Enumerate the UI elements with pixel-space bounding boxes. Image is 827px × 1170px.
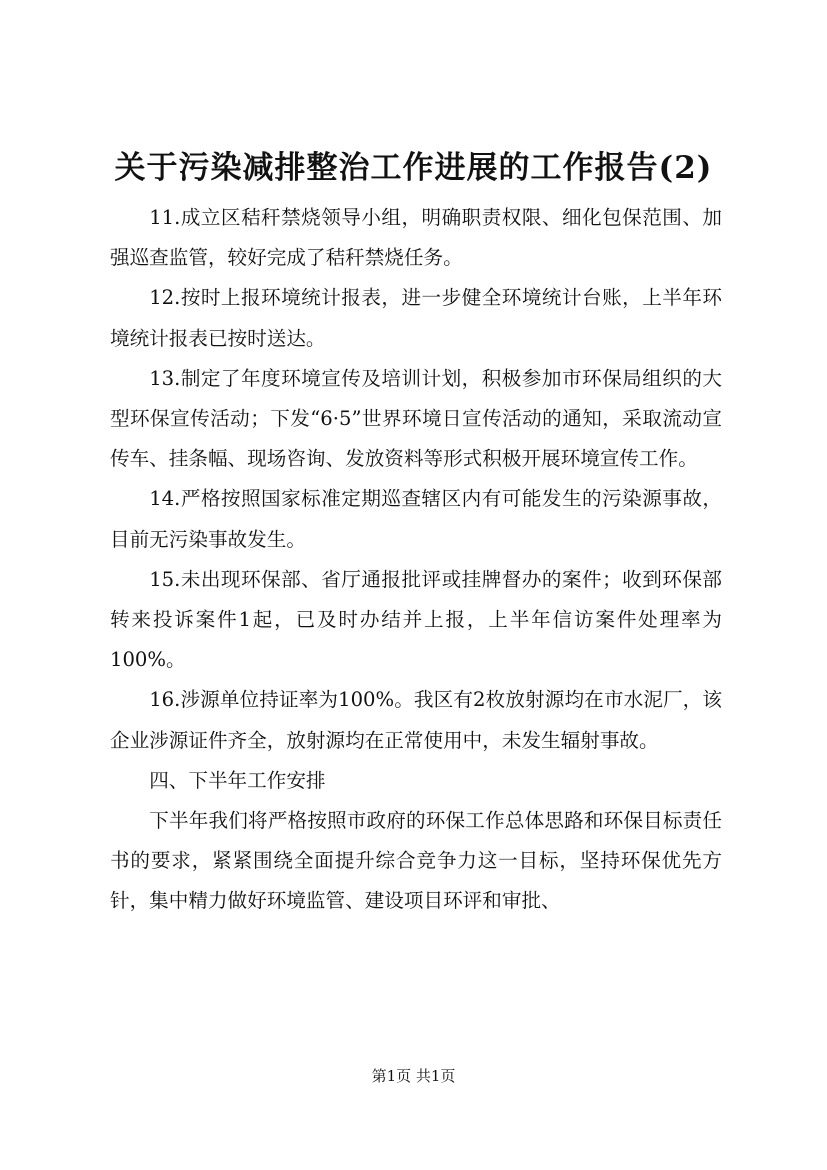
page-footer: 第1页 共1页 <box>371 1067 456 1085</box>
paragraph-plan: 下半年我们将严格按照市政府的环保工作总体思路和环保目标责任书的要求，紧紧围绕全面提升综合竞争力这一目标，坚持环保优先方针，集中精力做好环境监管、建设项目环评和审批、 <box>110 809 722 913</box>
paragraph-14: 14.严格按照国家标准定期巡查辖区内有可能发生的污染源事故，目前无污染事故发生。 <box>110 487 722 551</box>
document-body <box>110 198 722 922</box>
paragraph-11: 11.成立区秸秆禁烧领导小组，明确职责权限、细化包保范围、加强巡查监管，较好完成了秸秆禁烧任务。 <box>110 206 722 270</box>
section-heading-4: 四、下半年工作安排 <box>149 768 326 792</box>
paragraph-15: 15.未出现环保部、省厅通报批评或挂牌督办的案件；收到环保部转来投诉案件1起，已及时办结并上报，上半年信访案件处理率为100%。 <box>110 567 722 672</box>
paragraph-12: 12.按时上报环境统计报表，进一步健全环境统计台账，上半年环境统计报表已按时送达。 <box>110 286 722 350</box>
paragraph-16: 16.涉源单位持证率为100%。我区有2枚放射源均在市水泥厂，该企业涉源证件齐全，放射源均在正常使用中，未发生辐射事故。 <box>110 688 722 752</box>
paragraph-13: 13.制定了年度环境宣传及培训计划，积极参加市环保局组织的大型环保宣传活动；下发“6·5”世界环境日宣传活动的通知，采取流动宣传车、挂条幅、现场咨询、发放资料等形式积极开展环境宣传工作。 <box>110 366 722 471</box>
document-title: 关于污染减排整治工作进展的工作报告(2) <box>114 150 713 186</box>
